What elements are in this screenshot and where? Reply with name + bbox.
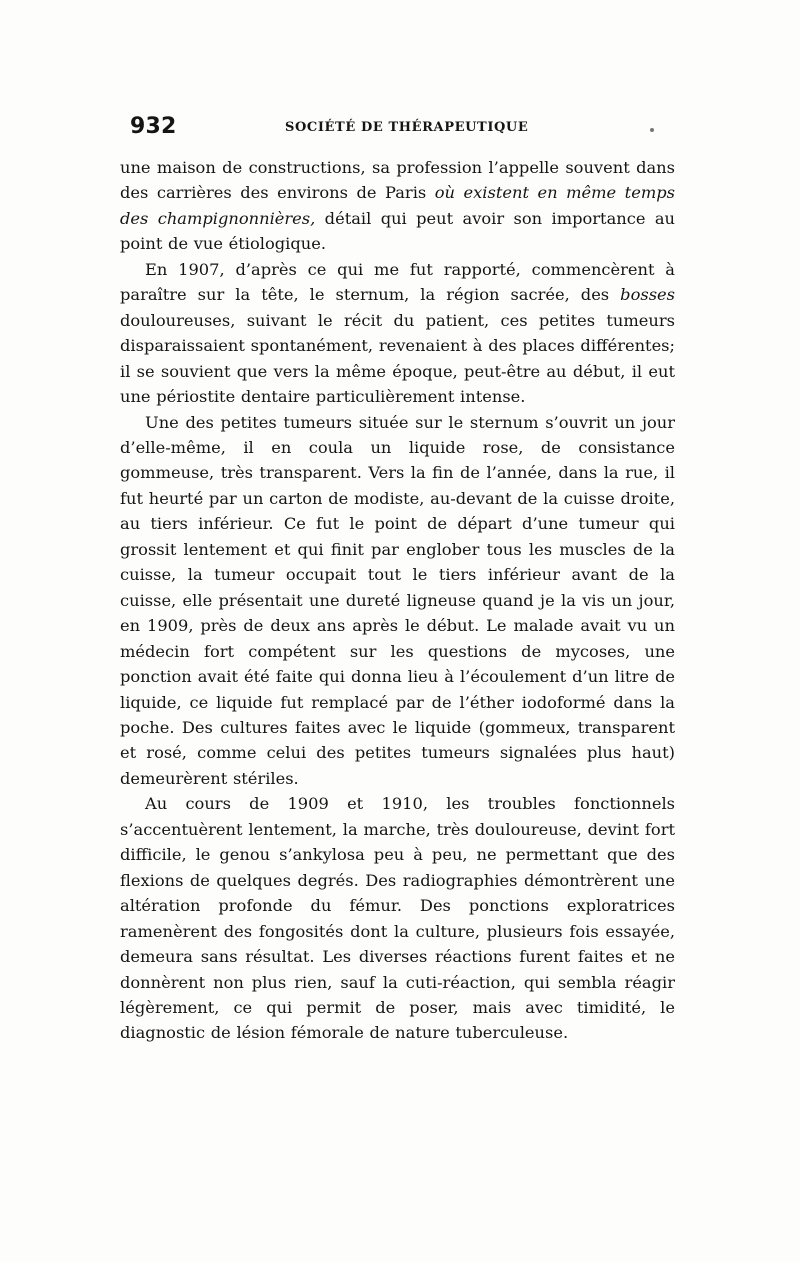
paragraph-1-text-end: détail qui peut avoir son importance au point de vue étiologique.: [120, 208, 675, 254]
paragraph-continuation: [120, 155, 675, 257]
paragraph-sternum-tumor: Une des petites tumeurs située sur le sternum s’ouvrit un jour d’elle-même, il en coula un liquide rose, de consistance gommeuse, très transparent. Vers la fin de l’année, dans la rue, il fut heurté par un carton de modiste, au-devant de la cuisse droite, au tiers inférieur. Ce fut le point de départ d’une tumeur qui grossit lentement et qui finit par englober tous les muscles de la cuisse, la tumeur occupait tout le tiers inférieur avant de la cuisse, elle présentait une dureté ligneuse quand je la vis un jour, en 1909, près de deux ans après le début. Le malade avait vu un médecin fort compétent sur les questions de mycoses, une ponction avait été faite qui donna lieu à l’écoulement d’un litre de liquide, ce liquide fut remplacé par de l’éther iodoformé dans la poche. Des cultures faites avec le liquide (gommeux, transparent et rosé, comme celui des petites tumeurs signalées plus haut) demeurèrent stériles.: [120, 412, 675, 788]
paragraph-2-italic-word: bosses: [620, 285, 675, 305]
paragraph-1-italic-phrase: où existent en même temps des champignonnières,: [120, 183, 675, 228]
paragraph-2-text-start: En 1907, d’après ce qui me fut rapporté, commencèrent à paraître sur la tête, le sternum, la région sacrée, des: [120, 259, 675, 305]
page-header: [126, 114, 671, 144]
paragraph-1-text-start: une maison de constructions, sa profession l’appelle souvent dans des carrières des environs de Paris: [120, 158, 675, 203]
paragraph-2-text-end: douloureuses, suivant le récit du patient, ces petites tumeurs disparaissaient spontanément, revenaient à des places différentes; il se souvient que vers la même époque, peut-être au début, il eut une périostite dentaire particulièrement intense.: [120, 310, 675, 407]
print-speck: [650, 128, 654, 132]
paragraph-1907-symptoms: [120, 257, 675, 410]
running-title: SOCIÉTÉ DE THÉRAPEUTIQUE: [285, 120, 529, 135]
paragraph-1909-1910-course: Au cours de 1909 et 1910, les troubles fonctionnels s’accentuèrent lentement, la marche, très douloureuse, devint fort difficile, le genou s’ankylosa peu à peu, ne permettant que des flexions de quelques degrés. Des radiographies démontrèrent une altération profonde du fémur. Des ponctions exploratrices ramenèrent des fongosités dont la culture, plusieurs fois essayée, demeura sans résultat. Les diverses réactions furent faites et ne donnèrent non plus rien, sauf la cuti-réaction, qui sembla réagir légèrement, ce qui permit de poser, mais avec timidité, le diagnostic de lésion fémorale de nature tuberculeuse.: [120, 794, 675, 1043]
page-number: 932: [130, 114, 177, 139]
body-text: [120, 155, 675, 1046]
